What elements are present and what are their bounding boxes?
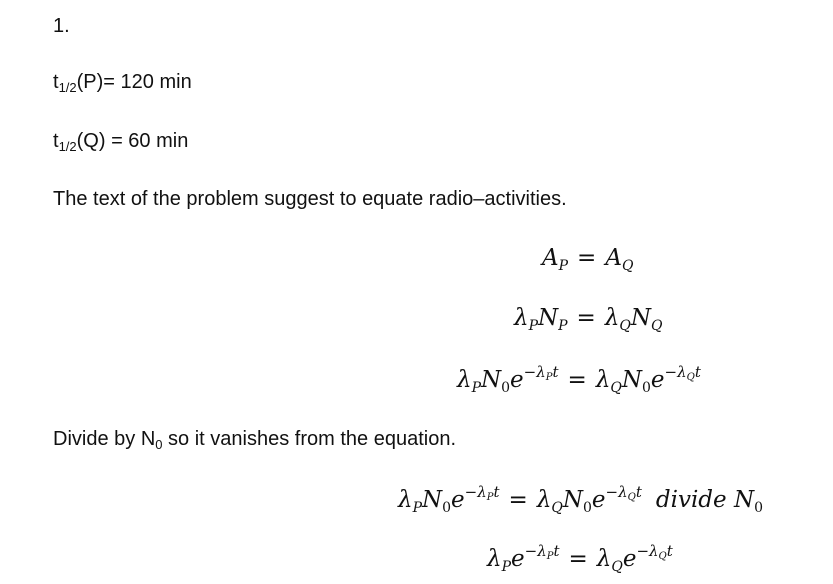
intro-paragraph: The text of the problem suggest to equate radio–activities. bbox=[53, 188, 567, 210]
equation-lambda-n: $\lambda_PN_P = \lambda_QN_Q$ bbox=[514, 305, 663, 334]
halflife-p-line: $t_{1/2}(P)= 120$ min bbox=[53, 71, 192, 95]
equation-activities: $A_P = A_Q$ bbox=[542, 245, 634, 274]
halflife-q-line: $t_{1/2}(Q) = 60$ min bbox=[53, 130, 189, 154]
equation-decay: $\lambda_PN_0e^{-\lambda_Pt} = \lambda_QN_0e^{-\lambda_Qt}$ bbox=[457, 363, 701, 396]
divide-paragraph: Divide by $N_0$ so it vanishes from the equation. bbox=[53, 428, 456, 452]
problem-number: 1. bbox=[53, 15, 70, 37]
equation-divide: $\lambda_PN_0e^{-\lambda_Pt} = \lambda_QN_0e^{-\lambda_Qt}$ divide $N_0$ bbox=[398, 483, 763, 516]
equation-simplified: $\lambda_Pe^{-\lambda_Pt} = \lambda_Qe^{-\lambda_Qt}$ bbox=[487, 542, 673, 575]
